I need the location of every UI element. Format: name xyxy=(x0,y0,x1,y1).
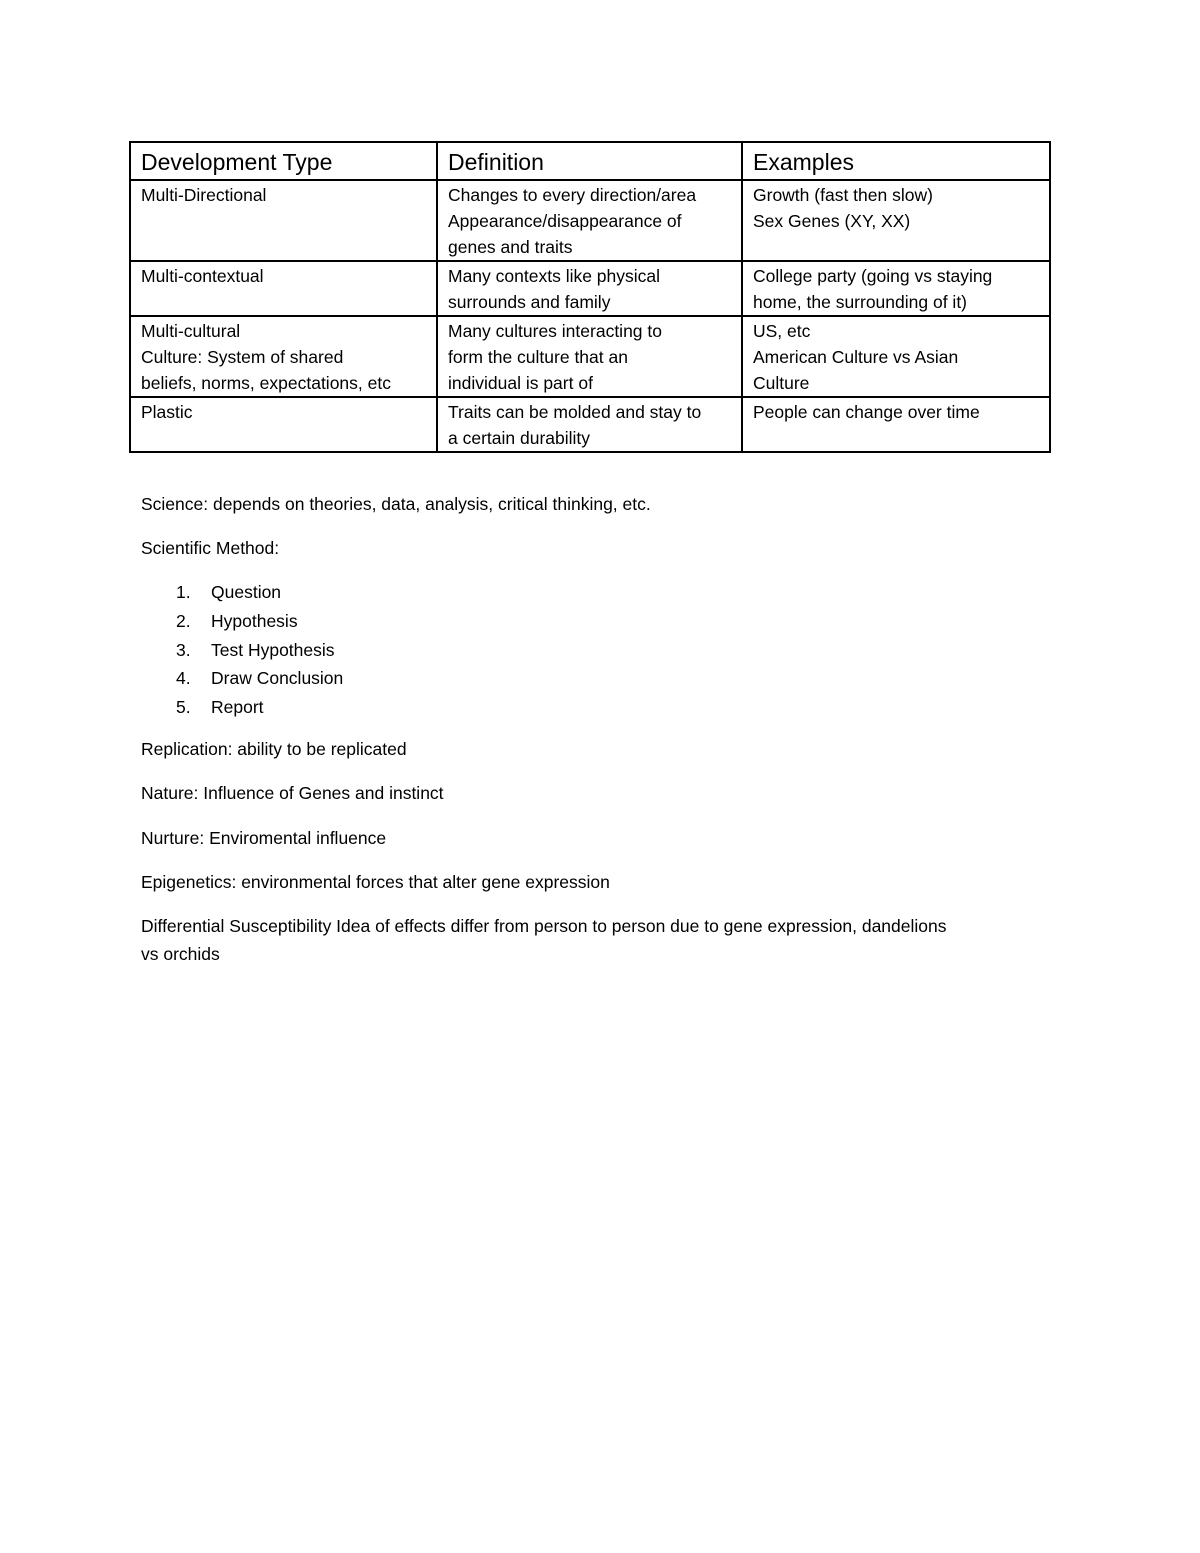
definition-text: Changes to every direction/area xyxy=(448,185,697,205)
science-paragraph: Science: depends on theories, data, analysis, critical thinking, etc. xyxy=(141,494,651,514)
list-item-text: Draw Conclusion xyxy=(211,668,344,689)
list-number: 3. xyxy=(176,639,191,660)
definition-cell xyxy=(437,261,742,316)
paragraph-line: Differential Susceptibility Idea of effects differ from person to person due to gene expression, dandelions xyxy=(141,916,947,936)
examples-cell xyxy=(742,180,1050,261)
examples-cell xyxy=(742,261,1050,316)
definition-text: genes and traits xyxy=(448,237,573,257)
epigenetics-paragraph: Epigenetics: environmental forces that alter gene expression xyxy=(141,872,610,892)
nature-paragraph: Nature: Influence of Genes and instinct xyxy=(141,783,444,803)
examples-text: home, the surrounding of it) xyxy=(753,292,968,312)
list-item xyxy=(141,578,343,607)
examples-text: American Culture vs Asian xyxy=(753,347,959,367)
type-cell xyxy=(130,180,437,261)
type-text: Plastic xyxy=(141,402,193,422)
type-text: Multi-cultural xyxy=(141,321,241,341)
list-item-text: Question xyxy=(211,582,282,602)
examples-text: Culture xyxy=(753,373,810,393)
list-number: 5. xyxy=(176,697,191,717)
paragraph-line: vs orchids xyxy=(141,944,220,964)
development-types-table xyxy=(129,141,1051,453)
list-item xyxy=(141,664,343,693)
definition-text: surrounds and family xyxy=(448,292,611,312)
definition-text: Appearance/disappearance of xyxy=(448,211,682,231)
type-text: Multi-Directional xyxy=(141,185,267,205)
list-number: 2. xyxy=(176,610,191,631)
examples-text: College party (going vs staying xyxy=(753,266,993,286)
header-development-type: Development Type xyxy=(130,142,437,180)
examples-text: Sex Genes (XY, XX) xyxy=(753,211,911,231)
list-item-text: Report xyxy=(211,697,264,717)
list-item xyxy=(141,607,343,636)
list-number: 4. xyxy=(176,668,191,689)
type-cell xyxy=(130,316,437,397)
header-examples: Examples xyxy=(742,142,1050,180)
definition-text: Many contexts like physical xyxy=(448,266,661,286)
examples-cell xyxy=(742,397,1050,452)
definition-text: Many cultures interacting to xyxy=(448,321,662,341)
table-row xyxy=(130,397,1050,452)
examples-text: Growth (fast then slow) xyxy=(753,185,933,205)
examples-text: US, etc xyxy=(753,321,811,341)
definition-cell xyxy=(437,397,742,452)
examples-cell xyxy=(742,316,1050,397)
table-header-row xyxy=(130,142,1050,180)
table-row xyxy=(130,261,1050,316)
table-row xyxy=(130,316,1050,397)
examples-text: People can change over time xyxy=(753,402,980,422)
list-item xyxy=(141,636,343,665)
type-cell xyxy=(130,397,437,452)
definition-text: Traits can be molded and stay to xyxy=(448,402,702,422)
scientific-method-title: Scientific Method: xyxy=(141,538,280,558)
definition-cell xyxy=(437,180,742,261)
scientific-method-list xyxy=(141,578,343,722)
list-item xyxy=(141,693,343,722)
list-item-text: Hypothesis xyxy=(211,610,298,631)
definition-text: a certain durability xyxy=(448,428,591,448)
definition-text: form the culture that an xyxy=(448,347,628,367)
header-definition: Definition xyxy=(437,142,742,180)
list-item-text: Test Hypothesis xyxy=(211,639,335,660)
type-text: Multi-contextual xyxy=(141,266,264,286)
replication-paragraph: Replication: ability to be replicated xyxy=(141,739,407,759)
type-cell xyxy=(130,261,437,316)
definition-cell xyxy=(437,316,742,397)
definition-text: individual is part of xyxy=(448,373,593,393)
table-row xyxy=(130,180,1050,261)
type-text: beliefs, norms, expectations, etc xyxy=(141,373,391,393)
list-number: 1. xyxy=(176,582,191,602)
differential-susceptibility-paragraph xyxy=(141,912,1061,968)
nurture-paragraph: Nurture: Enviromental influence xyxy=(141,828,387,848)
type-text: Culture: System of shared xyxy=(141,347,344,367)
